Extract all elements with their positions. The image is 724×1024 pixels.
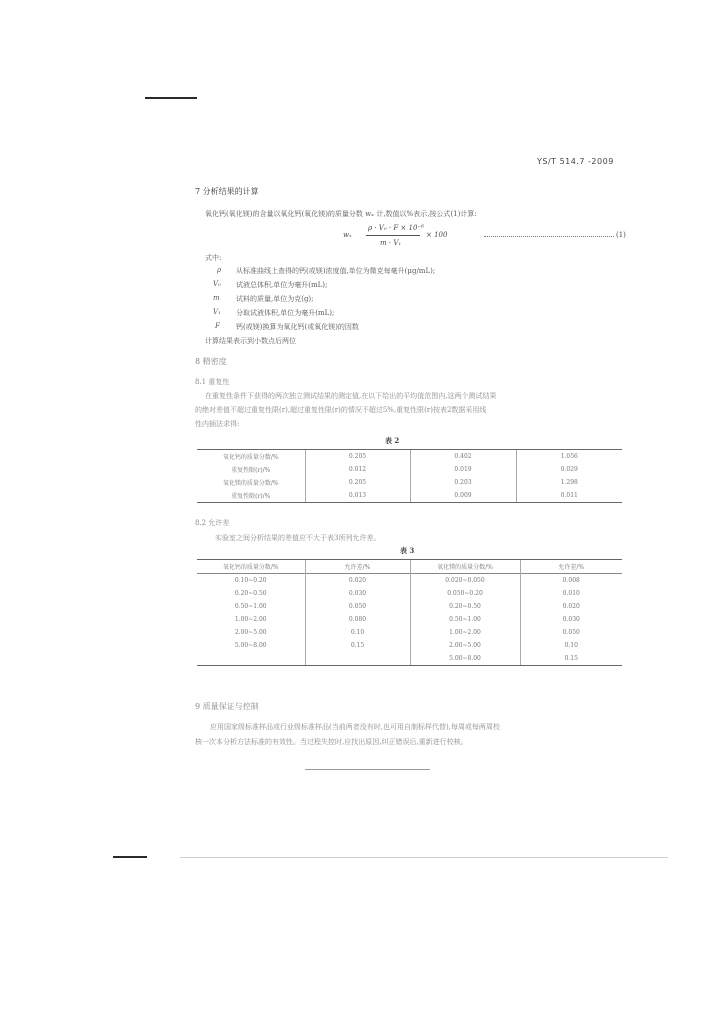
section-8-2-heading: 8.2 允许差: [195, 519, 230, 527]
table-cell: 2.00~5.00: [234, 629, 267, 636]
section-8-1-text-line: 的绝对差值不超过重复性限(r),超过重复性限(r)的情况不超过5%,重复性限(r)按表2数据采用线: [195, 406, 487, 414]
table-cell: 0.10: [520, 639, 622, 652]
table-cell: 0.013: [305, 489, 410, 503]
table-row: [197, 613, 622, 626]
formula-lhs: wₓ: [343, 231, 352, 239]
table-cell: 1.056: [516, 450, 622, 464]
table-cell: 0.10: [305, 626, 410, 639]
section-9-text-line: 核一次本分析方法标准的有效性。当过程失控时,应找出原因,纠正错误后,重新进行校核。: [195, 738, 468, 746]
table-row: [197, 600, 622, 613]
table-row: [197, 489, 622, 503]
table-cell: 0.50~1.00: [234, 603, 267, 610]
table-cell: 0.020~0.050: [410, 574, 520, 588]
table-cell: 0.020: [305, 574, 410, 588]
table-cell: 0.20~0.50: [410, 600, 520, 613]
section-8-1-text-line: 性内插法求得:: [195, 420, 240, 428]
table-cell: 0.050~0.20: [410, 587, 520, 600]
variable-symbol: F: [215, 322, 220, 330]
table-row: [197, 476, 622, 489]
table-cell: 0.050: [520, 626, 622, 639]
table-cell: 0.010: [520, 587, 622, 600]
section-8-1-heading: 8.1 重复性: [195, 378, 230, 386]
table-cell: 0.20~0.50: [234, 590, 267, 597]
variable-symbol: V₀: [213, 280, 221, 288]
section-8-heading: 8 精密度: [195, 357, 227, 366]
formula-numerator: ρ · V₀ · F × 10⁻⁶: [368, 224, 424, 232]
scan-line-bottom: [180, 857, 668, 858]
column-header: 允许差/%: [520, 560, 622, 574]
table-cell: 0.011: [516, 489, 622, 503]
table-row: [197, 450, 622, 464]
table-row: [197, 574, 622, 588]
section-8-2-text: 实验室之间分析结果的差值应不大于表3所列允许差。: [215, 534, 381, 542]
table-2-caption: 表 2: [385, 436, 400, 445]
table-cell: 2.00~5.00: [410, 639, 520, 652]
column-header: 氧化镁的质量分数/%: [410, 560, 520, 574]
table-cell: 0.020: [520, 600, 622, 613]
formula-denominator: m · V₁: [380, 239, 402, 247]
column-header: 氧化钙的质量分数/%: [197, 560, 305, 574]
table-cell: 1.00~2.00: [410, 626, 520, 639]
table-cell: 5.00~8.00: [410, 652, 520, 666]
section-9-heading: 9 质量保证与控制: [195, 702, 259, 711]
table-cell: 氧化钙的质量分数/%: [197, 450, 305, 464]
section-9-text-line: 应用国家级标准样品或行业级标准样品(当前两者没有时,也可用自制标样代替),每周或每两周校: [210, 723, 500, 731]
variable-desc: 从标准曲线上查得的钙(或镁)浓度值,单位为微克每毫升(μg/mL);: [236, 267, 436, 275]
table-cell: 0.030: [520, 613, 622, 626]
table-cell: 1.298: [516, 476, 622, 489]
column-header: 允许差/%: [305, 560, 410, 574]
table-cell: 0.029: [516, 463, 622, 476]
variable-symbol: V₁: [213, 308, 221, 316]
table-cell: 0.009: [410, 489, 516, 503]
variable-desc: 钙(或镁)换算为氧化钙(或氧化镁)的因数: [236, 323, 359, 331]
table-3: [197, 559, 622, 666]
where-label: 式中:: [205, 254, 222, 262]
table-cell: 0.203: [410, 476, 516, 489]
table-row: [197, 463, 622, 476]
table-cell: 0.15: [305, 639, 410, 652]
variable-symbol: m: [213, 294, 220, 302]
standard-code: YS/T 514.7 -2009: [537, 157, 614, 166]
formula-multiplier: × 100: [426, 231, 448, 239]
table-cell: 0.205: [305, 476, 410, 489]
table-cell: 0.10~0.20: [197, 574, 305, 588]
table-row: [197, 587, 622, 600]
section-7-intro: 氧化钙(氧化镁)的含量以氧化钙(氧化镁)的质量分数 wₓ 计,数值以%表示,按公式(1)计算:: [205, 210, 477, 218]
section-7-heading: 7 分析结果的计算: [195, 187, 259, 196]
table-cell: 5.00~8.00: [234, 642, 267, 649]
formula-leader-dots: [484, 236, 614, 237]
table-cell: 氧化镁的质量分数/%: [222, 480, 279, 487]
table-cell: [305, 652, 410, 666]
result-note: 计算结果表示到小数点后两位: [205, 337, 296, 345]
table-cell: [197, 652, 305, 666]
table-cell: 0.50~1.00: [410, 613, 520, 626]
table-cell: 0.050: [305, 600, 410, 613]
table-row: [197, 626, 622, 639]
formula-number: (1): [616, 231, 626, 239]
page-end-rule: [305, 769, 430, 770]
table-cell: 1.00~2.00: [234, 616, 267, 623]
table-cell: 0.080: [305, 613, 410, 626]
section-8-1-text-line: 在重复性条件下获得的两次独立测试结果的测定值,在以下给出的平均值范围内,这两个测试结果: [205, 392, 497, 400]
scan-mark-bottom-left: [113, 856, 147, 858]
scan-mark-top: [145, 97, 197, 99]
table-cell: 0.030: [305, 587, 410, 600]
variable-desc: 试液总体积,单位为毫升(mL);: [236, 281, 328, 289]
table-row: [197, 652, 622, 666]
table-cell: 重复性限(r)/%: [197, 489, 305, 503]
table-cell: 0.019: [410, 463, 516, 476]
table-2: [197, 449, 622, 503]
table-cell: 0.008: [520, 574, 622, 588]
table-cell: 0.012: [305, 463, 410, 476]
formula-fraction-bar: [366, 235, 420, 236]
table-cell: 0.205: [305, 450, 410, 464]
table-3-caption: 表 3: [400, 546, 415, 555]
table-cell: 0.15: [520, 652, 622, 666]
variable-desc: 分取试液体积,单位为毫升(mL);: [236, 309, 335, 317]
table-header-row: [197, 560, 622, 574]
table-cell: 0.402: [410, 450, 516, 464]
table-cell: 重复性限(r)/%: [231, 467, 271, 474]
variable-symbol: ρ: [217, 266, 222, 274]
variable-desc: 试料的质量,单位为克(g);: [236, 295, 314, 303]
table-row: [197, 639, 622, 652]
